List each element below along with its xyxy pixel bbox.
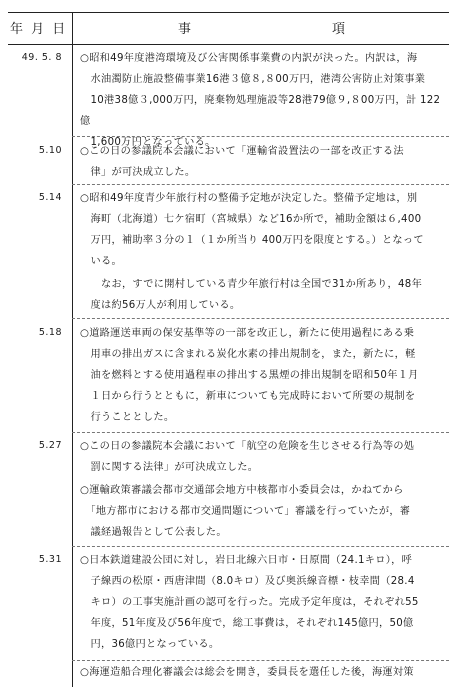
entry-date: 5.14 — [38, 192, 62, 203]
entry-item — [78, 550, 449, 655]
entry-separator — [72, 660, 449, 661]
entry-item — [78, 480, 449, 543]
entry-text: ○この日の参議院本会議において「航空の危険を生じさせる行為等の処 罰に関する法律」が可決成立した。 — [80, 441, 415, 473]
entry-date: 5.31 — [38, 554, 62, 565]
entry-text: ○運輸政策審議会都市交通部会地方中核都市小委員会は，かねてから 「地方都市における都市交通問題について」審議を行っていたが，審 議経過報告として公表した。 — [80, 485, 411, 538]
entry-text: ○海運造船合理化審議会は総会を開き，委員長を選任した後，海運対策 — [80, 667, 414, 678]
entry-item — [78, 141, 449, 183]
entry-text: ○昭和49年度青少年旅行村の整備予定地が決定した。整備予定地は，別 海町（北海道）七ケ宿町（宮城県）など16か所で，補助金額は６,400 万円，補助率３分の１（１か所当り 400万円を限度とする。）となって いる。 — [80, 193, 424, 267]
entry-date: 5.27 — [38, 440, 62, 451]
entry-text: ○昭和49年度港湾環境及び公害関係事業費の内訳が決った。内訳は，海 水油濁防止施設整備事業16港３億８,８00万円，港湾公害防止対策事業 10港38億３,000万円，廃棄物処理施設等28港79億９,８00万円，計 122億 1,600万円となっている。 — [80, 53, 441, 148]
entry-item — [78, 48, 449, 153]
table-header-rule — [8, 44, 449, 45]
entry-date: 5.10 — [38, 145, 62, 156]
entry-date: 49. 5. 8 — [21, 52, 62, 63]
entry-separator — [72, 432, 449, 433]
entry-text: ○日本鉄道建設公団に対し，岩日北線六日市・日原間（24.1キロ），呼 子線西の松原・西唐津間（8.0キロ）及び奥浜線音標・枝幸間（28.4 キロ）の工事実施計画の認可を行った。完成予定年度は，それぞれ55 年度，51年度及び56年度で，総工事費は，それぞれ145億円，50億 円，36億円となっている。 — [80, 555, 419, 650]
entry-item — [78, 274, 449, 316]
entry-date: 5.18 — [38, 327, 62, 338]
entry-text: なお，すでに開村している青少年旅行村は全国で31か所あり，48年 度は約56万人が利用している。 — [90, 279, 423, 311]
entry-separator — [72, 136, 449, 137]
header-matter-2: 項 — [332, 22, 348, 37]
header-date: 年 月 日 — [10, 22, 68, 37]
table-column-divider — [72, 12, 73, 687]
entry-item — [78, 436, 449, 478]
entry-text: ○道路運送車両の保安基準等の一部を改正し，新たに使用過程にある乗 用車の排出ガスに含まれる炭化水素の排出規制を，また，新たに，軽 油を燃料とする使用過程車の排出する黒煙の排出規制を昭和50年１月 １日から行うとともに，新車についても完成時において所要の規制を 行うこととした。 — [80, 328, 419, 423]
header-matter-1: 事 — [178, 22, 194, 37]
entry-separator — [72, 546, 449, 547]
entry-item — [78, 188, 449, 272]
entry-separator — [72, 184, 449, 185]
table-top-rule — [8, 12, 449, 13]
entry-text: ○この日の参議院本会議において「運輸省設置法の一部を改正する法 律」が可決成立した。 — [80, 146, 404, 178]
entry-item — [78, 323, 449, 428]
entry-item — [78, 662, 449, 683]
entry-separator — [72, 318, 449, 319]
